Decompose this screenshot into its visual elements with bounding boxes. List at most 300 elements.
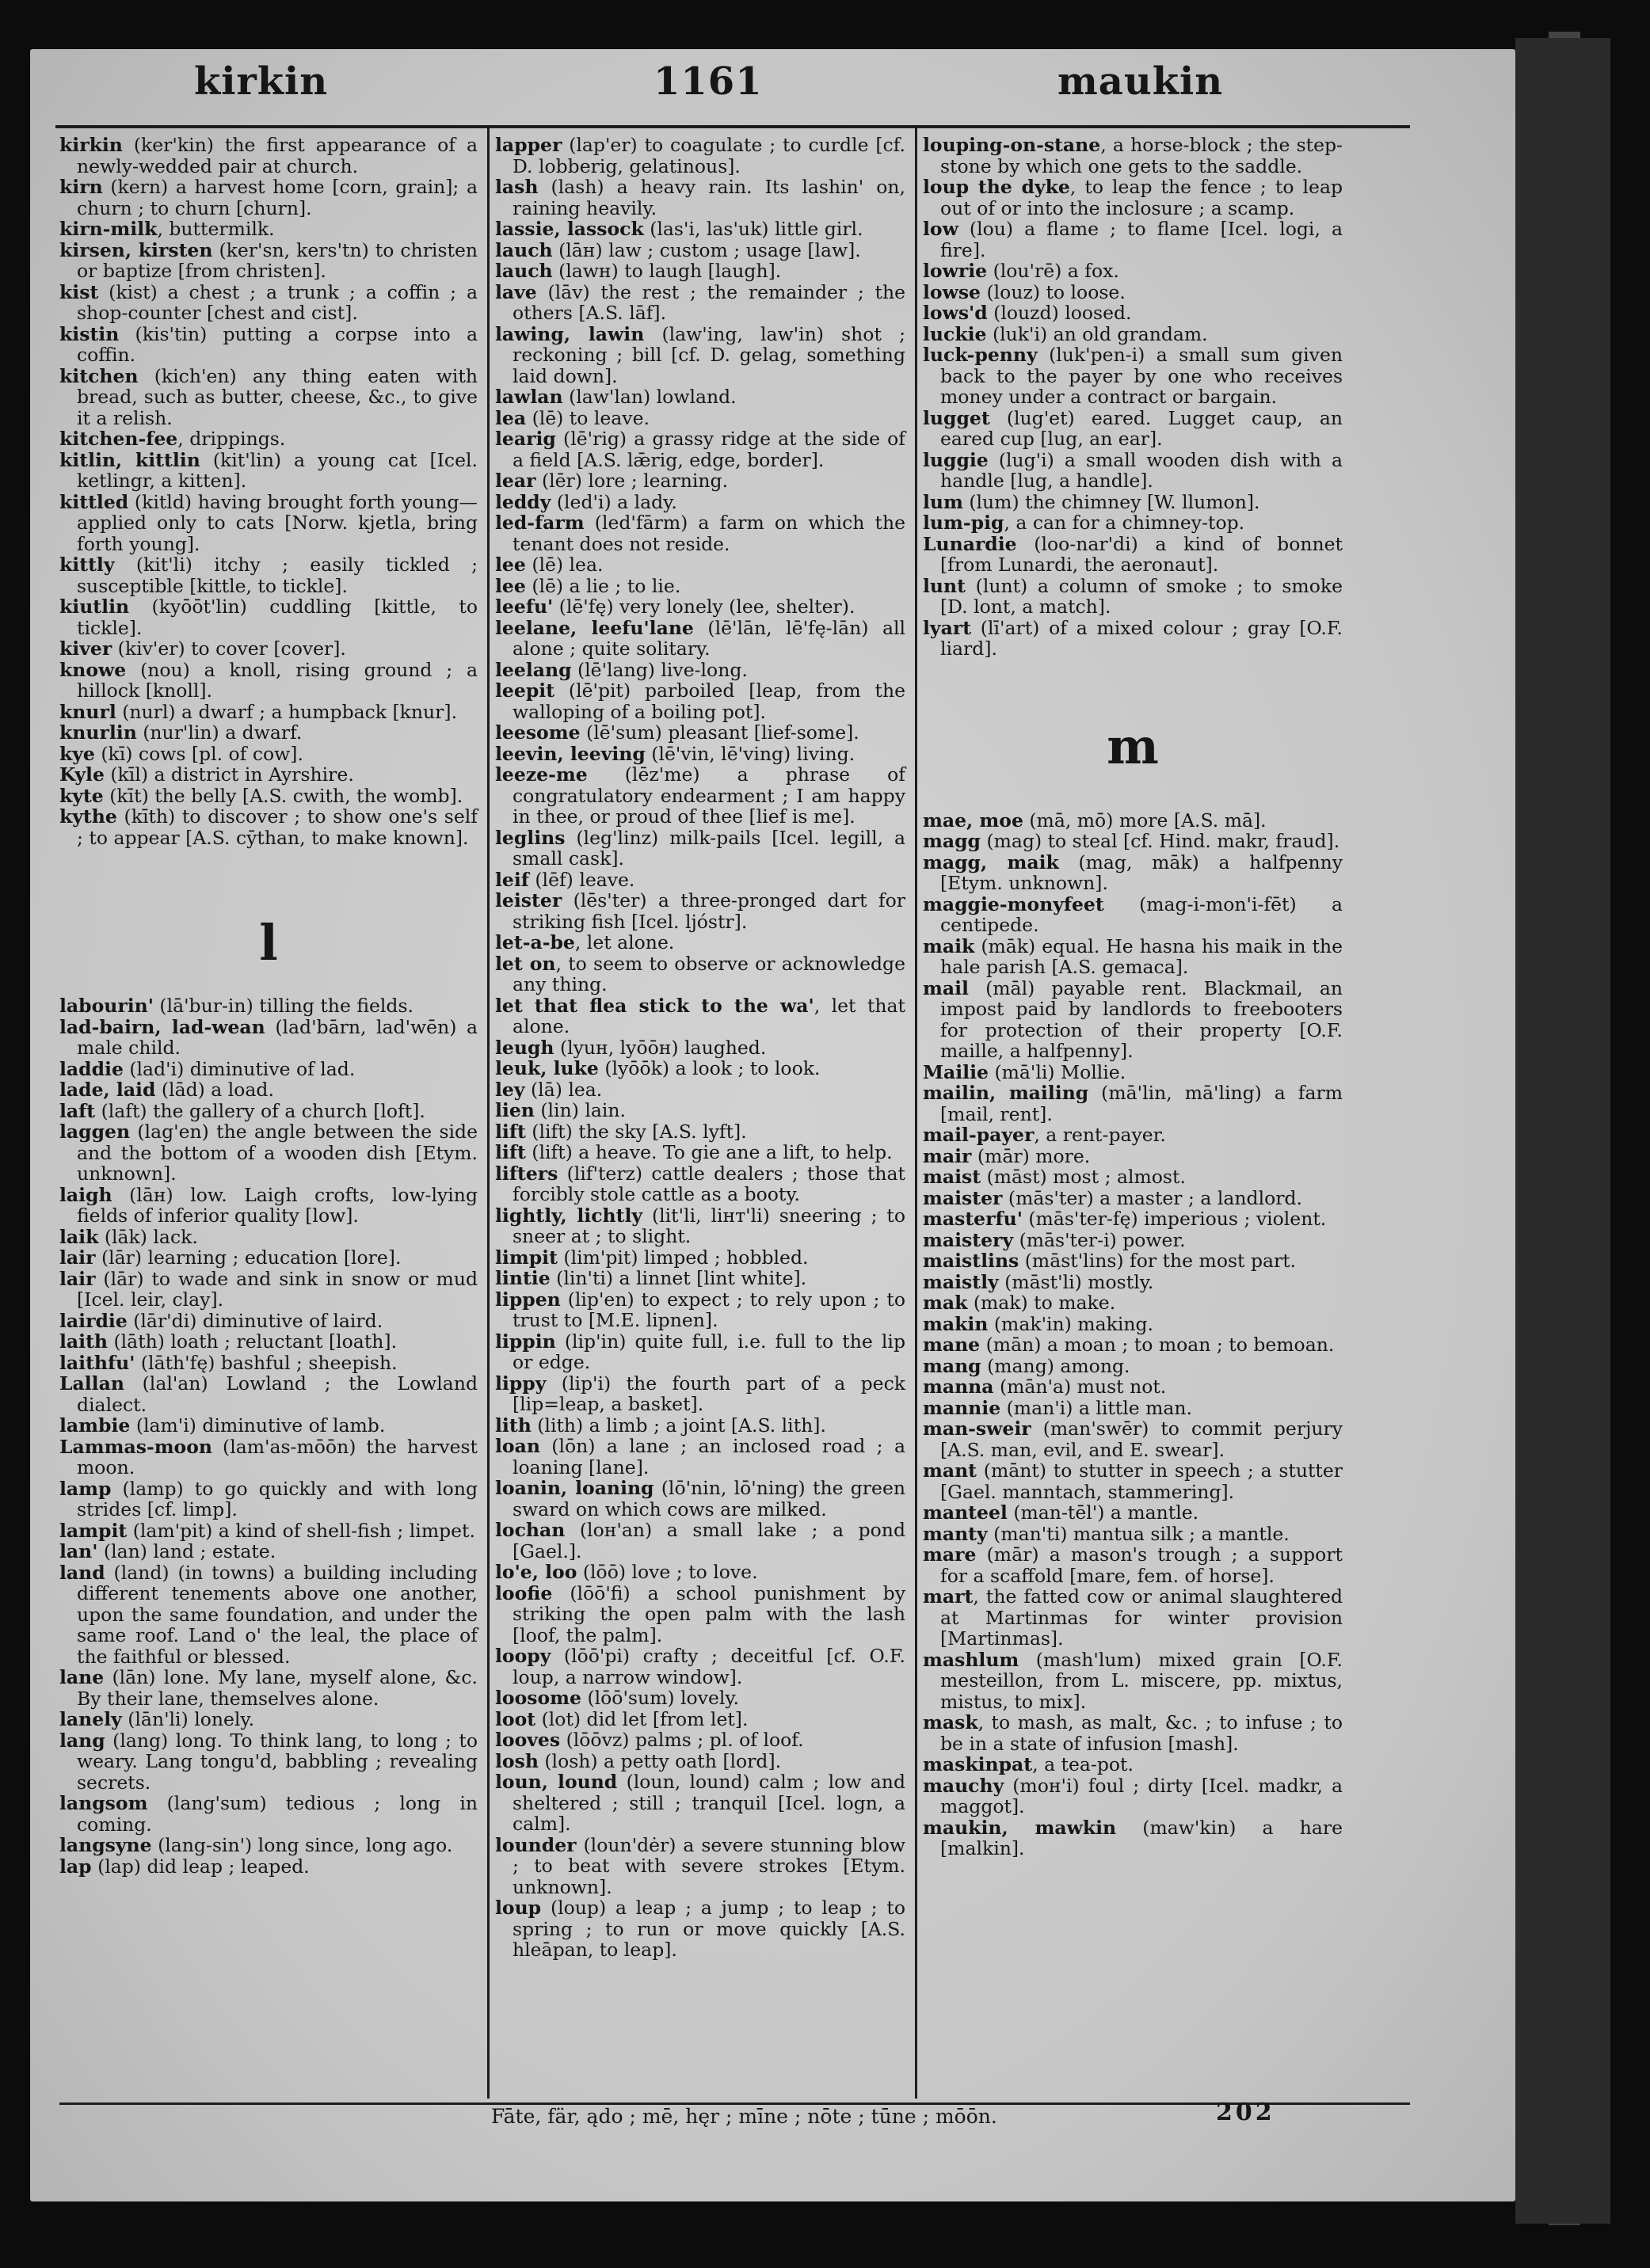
dictionary-entry (495, 1436, 905, 1478)
definition: (lāн) low. Laigh crofts, low-lying fields of inferior quality [low]. (77, 1183, 478, 1227)
dictionary-entry (59, 744, 478, 765)
definition: (lin) lain. (534, 1099, 626, 1121)
headword: lauch (495, 260, 553, 282)
definition: (ker'sn, kers'tn) to christen or baptize [from christen]. (77, 238, 478, 282)
definition: (mār) a mason's trough ; a support for a scaffold [mare, fem. of horse]. (940, 1543, 1343, 1587)
headword: knowe (59, 658, 127, 681)
headword: langsyne (59, 1834, 152, 1856)
definition: (lē'vin, lē'ving) living. (645, 742, 855, 765)
definition: (māst'lins) for the most part. (1019, 1250, 1297, 1272)
headword: lawing, lawin (495, 322, 645, 345)
dictionary-entry (923, 1460, 1343, 1502)
dictionary-entry (59, 1227, 478, 1248)
definition: (lē'sum) pleasant [lief-some]. (580, 721, 859, 744)
headword: let on (495, 952, 556, 975)
headword: lade, laid (59, 1079, 156, 1101)
dictionary-entry (59, 1101, 478, 1122)
definition: (nurl) a dwarf ; a humpback [knur]. (116, 700, 458, 723)
definition: (lī'art) of a mixed colour ; gray [O.F. liard]. (940, 616, 1343, 660)
dictionary-entry (495, 1121, 905, 1143)
definition: (lē) to leave. (526, 406, 650, 429)
headword: lien (495, 1099, 535, 1121)
definition: (lug'et) eared. Lugget caup, an eared cup [lug, an ear]. (940, 406, 1343, 450)
headword: let-a-be (495, 931, 575, 953)
headword: Lunardie (923, 532, 1017, 555)
headword: Lallan (59, 1372, 124, 1395)
dictionary-entry (495, 953, 905, 995)
headword: leelane, leefu'lane (495, 616, 694, 639)
headword: mail (923, 976, 969, 999)
definition: (kīl) a district in Ayrshire. (104, 763, 354, 786)
dictionary-entry (59, 1121, 478, 1185)
page-number: 1161 (654, 59, 763, 104)
definition: (louz) to loose. (981, 280, 1126, 303)
definition: (kich'en) any thing eaten with bread, such as butter, cheese, &c., to give it a relish. (77, 364, 478, 429)
signature-mark: 202 (1216, 2099, 1275, 2126)
dictionary-entry (923, 177, 1343, 219)
headword: leugh (495, 1036, 554, 1059)
headword: kyte (59, 784, 104, 807)
definition: (man'swēr) to commit perjury [A.S. man, evil, and E. swear]. (940, 1418, 1343, 1461)
definition: (lāth) loath ; reluctant [loath]. (108, 1330, 398, 1353)
dictionary-entry (495, 386, 905, 408)
headword: knurlin (59, 721, 137, 744)
dictionary-entry (495, 576, 905, 597)
dictionary-entry (59, 1331, 478, 1353)
definition: (loup) a leap ; a jump ; to leap ; to spring ; to run or move quickly [A.S. hleāpan, to leap]. (513, 1897, 905, 1961)
running-head-left: kirkin (194, 59, 329, 104)
dictionary-entry (923, 1208, 1343, 1230)
dictionary-entry (59, 1059, 478, 1080)
headword: kitlin, kittlin (59, 448, 200, 471)
definition: (lyuн, lyōōн) laughed. (554, 1036, 767, 1059)
headword: lair (59, 1267, 96, 1290)
definition: (lār'di) diminutive of laird. (127, 1309, 383, 1332)
definition: (nur'lin) a dwarf. (136, 721, 303, 744)
dictionary-entry (495, 1247, 905, 1269)
definition: (luk'pen-i) a small sum given back to the payer by one who receives money under a contract or bargain. (940, 344, 1343, 408)
definition: (mang) among. (981, 1354, 1130, 1377)
definition: (luk'i) an old grandam. (986, 322, 1208, 345)
dictionary-entry (59, 1079, 478, 1101)
dictionary-entry (59, 1353, 478, 1374)
headword: lo'e, loo (495, 1561, 577, 1583)
dictionary-entry (59, 1709, 478, 1730)
headword: lochan (495, 1519, 566, 1541)
dictionary-entry (923, 282, 1343, 303)
dictionary-entry (923, 1398, 1343, 1419)
definition: (maw'kin) a hare [malkin]. (940, 1816, 1343, 1859)
dictionary-entry (923, 219, 1343, 261)
dictionary-entry (59, 1835, 478, 1856)
headword: leefu' (495, 596, 554, 618)
headword: losh (495, 1749, 539, 1772)
headword: lippy (495, 1372, 547, 1395)
headword: langsom (59, 1792, 148, 1814)
headword: lairdie (59, 1309, 128, 1332)
definition: (lēf) leave. (528, 868, 635, 891)
headword: laik (59, 1225, 99, 1248)
definition: (lou) a flame ; to flame [Icel. logi, a fire]. (940, 218, 1343, 261)
headword: kiver (59, 637, 112, 660)
definition: (lug'i) a small wooden dish with a handle [lug, a handle]. (940, 448, 1343, 492)
headword: lear (495, 470, 536, 492)
definition: (lōōvz) palms ; pl. of loof. (560, 1729, 804, 1751)
headword: kist (59, 280, 99, 303)
definition: (louzd) loosed. (987, 302, 1132, 324)
headword: manna (923, 1376, 994, 1398)
headword: lap (59, 1855, 92, 1878)
headword: leddy (495, 490, 551, 513)
definition: (mān) a moan ; to moan ; to bemoan. (980, 1334, 1335, 1356)
definition: (māk) equal. He hasna his maik in the hale parish [A.S. gemaca]. (940, 934, 1343, 978)
headword: leevin, leeving (495, 742, 646, 765)
headword: lyart (923, 616, 972, 639)
definition: (law'ing, law'in) shot ; reckoning ; bill [cf. D. gelag, something laid down]. (513, 322, 905, 387)
definition: (mās'ter-i) power. (1013, 1228, 1186, 1251)
dictionary-entry (923, 1544, 1343, 1586)
dictionary-entry (495, 470, 905, 492)
definition: (lōn) a lane ; an inclosed road ; a loaning [lane]. (513, 1435, 905, 1478)
definition: (lōō'pi) crafty ; deceitful [cf. O.F. loup, a narrow window]. (513, 1645, 905, 1688)
headword: lapper (495, 134, 562, 156)
dictionary-entry (495, 744, 905, 765)
headword: kistin (59, 322, 120, 345)
dictionary-entry (495, 1709, 905, 1730)
definition: (lār) to wade and sink in snow or mud [Icel. leir, clay]. (77, 1267, 478, 1311)
dictionary-entry (923, 1272, 1343, 1293)
headword: loosome (495, 1687, 581, 1709)
section-letter: l (259, 914, 278, 972)
definition: (lāv) the rest ; the remainder ; the others [A.S. lāf]. (513, 280, 905, 324)
dictionary-entry (59, 1017, 478, 1059)
definition: (loн'an) a small lake ; a pond [Gael.]. (513, 1519, 905, 1562)
headword: Mailie (923, 1060, 989, 1083)
definition: (lou'rē) a fox. (987, 260, 1119, 282)
headword: kirkin (59, 134, 123, 156)
dictionary-entry (59, 1415, 478, 1437)
definition: , a horse-block ; the step-stone by which one gets to the saddle. (940, 134, 1343, 177)
definition: , a rent-payer. (1034, 1124, 1166, 1146)
column-2 (495, 135, 905, 1961)
section-letter: m (1107, 717, 1159, 775)
headword: lunt (923, 574, 966, 597)
definition: (lār) learning ; education [lore]. (95, 1246, 402, 1269)
dictionary-entry (59, 219, 478, 240)
dictionary-entry (923, 1817, 1343, 1859)
dictionary-entry (59, 1730, 478, 1794)
definition: (lē'rig) a grassy ridge at the side of a field [A.S. lǣrig, edge, border]. (513, 428, 905, 471)
headword: masterfu' (923, 1208, 1023, 1230)
headword: magg (923, 830, 981, 852)
headword: leesome (495, 721, 581, 744)
definition: (mānt) to stutter in speech ; a stutter [Gael. manntach, stammering]. (940, 1459, 1343, 1503)
dictionary-entry (495, 1751, 905, 1772)
definition: (lift) a heave. To gie ane a lift, to help. (525, 1141, 893, 1163)
definition: (leg'linz) milk-pails [Icel. legill, a small cask]. (513, 826, 905, 870)
column-3 (923, 135, 1343, 1859)
pronunciation-key: Fāte, fär, ądo ; mē, hęr ; mīne ; nōte ; tūne ; mōōn. (491, 2105, 997, 2128)
definition: (lēz'me) a phrase of congratulatory endearment ; I am happy in thee, or proud of thee [lief is me]. (513, 763, 905, 828)
definition: (mak) to make. (967, 1292, 1116, 1314)
headword: lifters (495, 1162, 558, 1185)
dictionary-entry (923, 978, 1343, 1062)
dictionary-entry (495, 219, 905, 240)
dictionary-entry (59, 1478, 478, 1520)
headword: knurl (59, 700, 116, 723)
dictionary-entry (923, 1083, 1343, 1124)
headword: lave (495, 280, 537, 303)
dictionary-entry (495, 1897, 905, 1961)
definition: (losh) a petty oath [lord]. (538, 1749, 782, 1772)
dictionary-entry (923, 303, 1343, 324)
headword: kirn (59, 176, 103, 198)
dictionary-entry (495, 1373, 905, 1415)
headword: mashlum (923, 1648, 1019, 1671)
dictionary-entry (923, 894, 1343, 936)
definition: (lēr) lore ; learning. (535, 470, 729, 492)
headword: loofie (495, 1581, 553, 1604)
definition: (mās'ter-fę) imperious ; violent. (1022, 1208, 1327, 1230)
dictionary-entry (59, 492, 478, 555)
dictionary-entry (495, 282, 905, 324)
definition: (lōō'sum) lovely. (581, 1687, 740, 1709)
page-shadow (1515, 38, 1610, 2224)
headword: mauchy (923, 1774, 1004, 1797)
headword: leif (495, 868, 529, 891)
definition: (lan) land ; estate. (97, 1540, 276, 1562)
headword: loot (495, 1707, 536, 1730)
headword: mair (923, 1144, 972, 1167)
headword: lippin (495, 1330, 556, 1353)
headword: kirn-milk (59, 218, 158, 240)
headword: man-sweir (923, 1418, 1031, 1440)
dictionary-entry (495, 1289, 905, 1331)
headword: mae, moe (923, 809, 1023, 831)
dictionary-entry (495, 680, 905, 722)
definition: (lif'terz) cattle dealers ; those that forcibly stole cattle as a booty. (513, 1162, 905, 1205)
dictionary-entry (495, 1079, 905, 1101)
definition: (kis'tin) putting a corpse into a coffin. (77, 322, 478, 366)
headword: Kyle (59, 763, 105, 786)
headword: lum (923, 490, 963, 513)
dictionary-entry (495, 324, 905, 387)
headword: kitchen (59, 364, 139, 387)
dictionary-entry (59, 660, 478, 702)
definition: (kit'li) itchy ; easily tickled ; susceptible [kittle, to tickle]. (77, 554, 478, 597)
definition: (man-tēl') a mantle. (1007, 1501, 1199, 1524)
headword: lawlan (495, 386, 563, 408)
column-1 (59, 135, 478, 1877)
dictionary-entry (59, 1667, 478, 1709)
dictionary-entry (923, 450, 1343, 492)
headword: mail-payer (923, 1124, 1035, 1146)
definition: (lam'as-mōōn) the harvest moon. (77, 1435, 478, 1478)
definition: (lap) did leap ; leaped. (91, 1855, 310, 1878)
definition: (lē) a lie ; to lie. (525, 574, 681, 597)
definition: (mār) more. (971, 1144, 1091, 1167)
headword: leeze-me (495, 763, 588, 786)
headword: mant (923, 1459, 977, 1482)
dictionary-entry (59, 1269, 478, 1311)
dictionary-entry (923, 1754, 1343, 1775)
definition: (man'i) a little man. (1000, 1396, 1193, 1419)
headword: loup the dyke (923, 176, 1070, 198)
definition: (lā'bur-in) tilling the fields. (153, 995, 413, 1017)
headword: loan (495, 1435, 540, 1457)
headword: limpit (495, 1246, 558, 1269)
definition: , a can for a chimney-top. (1004, 512, 1245, 534)
headword: lane (59, 1666, 105, 1688)
definition: (lam'pit) a kind of shell-fish ; limpet. (127, 1519, 475, 1542)
definition: (lād) a load. (155, 1079, 274, 1101)
definition: (moн'i) foul ; dirty [Icel. madkr, a maggot]. (940, 1774, 1343, 1817)
definition: (lā) lea. (524, 1078, 603, 1101)
definition: (kīt) the belly [A.S. cwith, the womb]. (103, 784, 463, 807)
column-rule (487, 128, 490, 2099)
dictionary-entry (923, 1230, 1343, 1251)
definition: (lawн) to laugh [laugh]. (552, 260, 782, 282)
dictionary-entry (59, 428, 478, 450)
headword: maskinpat (923, 1753, 1033, 1775)
headword: maistly (923, 1270, 999, 1293)
headword: luggie (923, 448, 989, 471)
dictionary-entry (495, 554, 905, 576)
headword: lintie (495, 1267, 551, 1289)
headword: lad-bairn, lad-wean (59, 1015, 265, 1038)
dictionary-entry (495, 1331, 905, 1373)
headword: kittled (59, 490, 129, 513)
dictionary-entry (495, 1100, 905, 1121)
headword: maister (923, 1186, 1003, 1209)
headword: magg, maik (923, 850, 1059, 873)
headword: kythe (59, 805, 117, 828)
definition: (lip'en) to expect ; to rely upon ; to trust to [M.E. lipnen]. (513, 1288, 905, 1331)
headword: maik (923, 934, 975, 957)
definition: (mag, māk) a halfpenny [Etym. unknown]. (940, 850, 1343, 894)
headword: mannie (923, 1396, 1001, 1419)
headword: laith (59, 1330, 109, 1353)
dictionary-entry (495, 1037, 905, 1059)
dictionary-entry (495, 261, 905, 282)
dictionary-entry (59, 806, 478, 848)
headword: lamp (59, 1477, 112, 1500)
dictionary-entry (495, 932, 905, 953)
dictionary-entry (923, 1418, 1343, 1460)
headword: mare (923, 1543, 977, 1566)
definition: (loo-nar'di) a kind of bonnet [from Lunardi, the aeronaut]. (940, 532, 1343, 576)
dictionary-entry (495, 1478, 905, 1520)
headword: lauch (495, 238, 553, 261)
headword: lift (495, 1141, 526, 1163)
definition: (kī) cows [pl. of cow]. (94, 742, 303, 765)
definition: (lōō) love ; to love. (577, 1561, 758, 1583)
definition: (lān) lone. My lane, myself alone, &c. By their lane, themselves alone. (77, 1666, 478, 1710)
dictionary-entry (59, 1541, 478, 1562)
definition: (lē'pit) parboiled [leap, from the walloping of a boiling pot]. (513, 679, 905, 723)
dictionary-entry (59, 324, 478, 366)
headword: maggie-monyfeet (923, 892, 1104, 915)
dictionary-entry (59, 1185, 478, 1227)
definition: (lunt) a column of smoke ; to smoke [D. lont, a match]. (940, 574, 1343, 618)
dictionary-entry (495, 828, 905, 870)
headword: kiutlin (59, 596, 130, 618)
headword: lea (495, 406, 527, 429)
dictionary-entry (495, 764, 905, 828)
dictionary-entry (495, 1835, 905, 1898)
headword: mask (923, 1711, 978, 1733)
headword: lang (59, 1729, 105, 1752)
definition: (lamp) to go quickly and with long strides [cf. limp]. (77, 1477, 478, 1520)
dictionary-entry (495, 1646, 905, 1688)
headword: lugget (923, 406, 990, 429)
dictionary-entry (923, 1334, 1343, 1356)
definition: (las'i, las'uk) little girl. (643, 218, 863, 240)
definition: (lang-sin') long since, long ago. (151, 1834, 453, 1856)
headword: let that flea stick to the wa' (495, 994, 814, 1017)
definition: , to seem to observe or acknowledge any thing. (513, 952, 905, 995)
definition: (kit'lin) a young cat [Icel. ketlingr, a kitten]. (77, 448, 478, 492)
definition: (mā'li) Mollie. (988, 1060, 1126, 1083)
dictionary-entry (59, 764, 478, 786)
dictionary-entry (923, 344, 1343, 408)
dictionary-entry (923, 1376, 1343, 1398)
headword: loanin, loaning (495, 1477, 654, 1499)
dictionary-entry (923, 1166, 1343, 1188)
headword: luck-penny (923, 344, 1038, 366)
definition: (lāн) law ; custom ; usage [law]. (552, 238, 861, 261)
dictionary-entry (923, 1188, 1343, 1209)
headword: leister (495, 889, 562, 911)
dictionary-entry (495, 596, 905, 618)
headword: looves (495, 1729, 561, 1751)
headword: land (59, 1561, 105, 1584)
dictionary-entry (923, 324, 1343, 345)
dictionary-entry (923, 261, 1343, 282)
definition: (lē'fę) very lonely (lee, shelter). (553, 596, 855, 618)
definition: (lith) a limb ; a joint [A.S. lith]. (531, 1414, 826, 1437)
definition: (lum) the chimney [W. llumon]. (962, 490, 1260, 513)
dictionary-entry (59, 596, 478, 638)
dictionary-entry (59, 1520, 478, 1542)
dictionary-entry (923, 1775, 1343, 1817)
dictionary-entry (495, 408, 905, 429)
dictionary-entry (923, 492, 1343, 513)
definition: (lang) long. To think lang, to long ; to weary. Lang tongu'd, babbling ; revealing secrets. (77, 1729, 478, 1794)
running-head-right: maukin (1057, 59, 1224, 104)
definition: , let alone. (574, 931, 675, 953)
definition: (lyōōk) a look ; to look. (598, 1057, 821, 1079)
definition: (lam'i) diminutive of lamb. (130, 1414, 386, 1437)
headword: loopy (495, 1645, 551, 1667)
headword: leepit (495, 679, 555, 702)
headword: lum-pig (923, 512, 1004, 534)
headword: leuk, luke (495, 1057, 599, 1079)
headword: lith (495, 1414, 532, 1437)
definition: (lōō'fi) a school punishment by striking the open palm with the lash [loof, the palm]. (513, 1581, 905, 1646)
dictionary-entry (495, 660, 905, 681)
dictionary-entry (495, 492, 905, 513)
headword: kitchen-fee (59, 428, 178, 450)
dictionary-entry (495, 1205, 905, 1247)
definition: (loun, lound) calm ; low and sheltered ; still ; tranquil [Icel. logn, a calm]. (513, 1771, 905, 1835)
dictionary-entry (923, 534, 1343, 576)
dictionary-entry (495, 722, 905, 744)
dictionary-entry (59, 1373, 478, 1415)
definition: (law'lan) lowland. (562, 386, 737, 408)
headword: lounder (495, 1833, 577, 1856)
definition: (lēs'ter) a three-pronged dart for striking fish [Icel. ljóstr]. (513, 889, 905, 933)
